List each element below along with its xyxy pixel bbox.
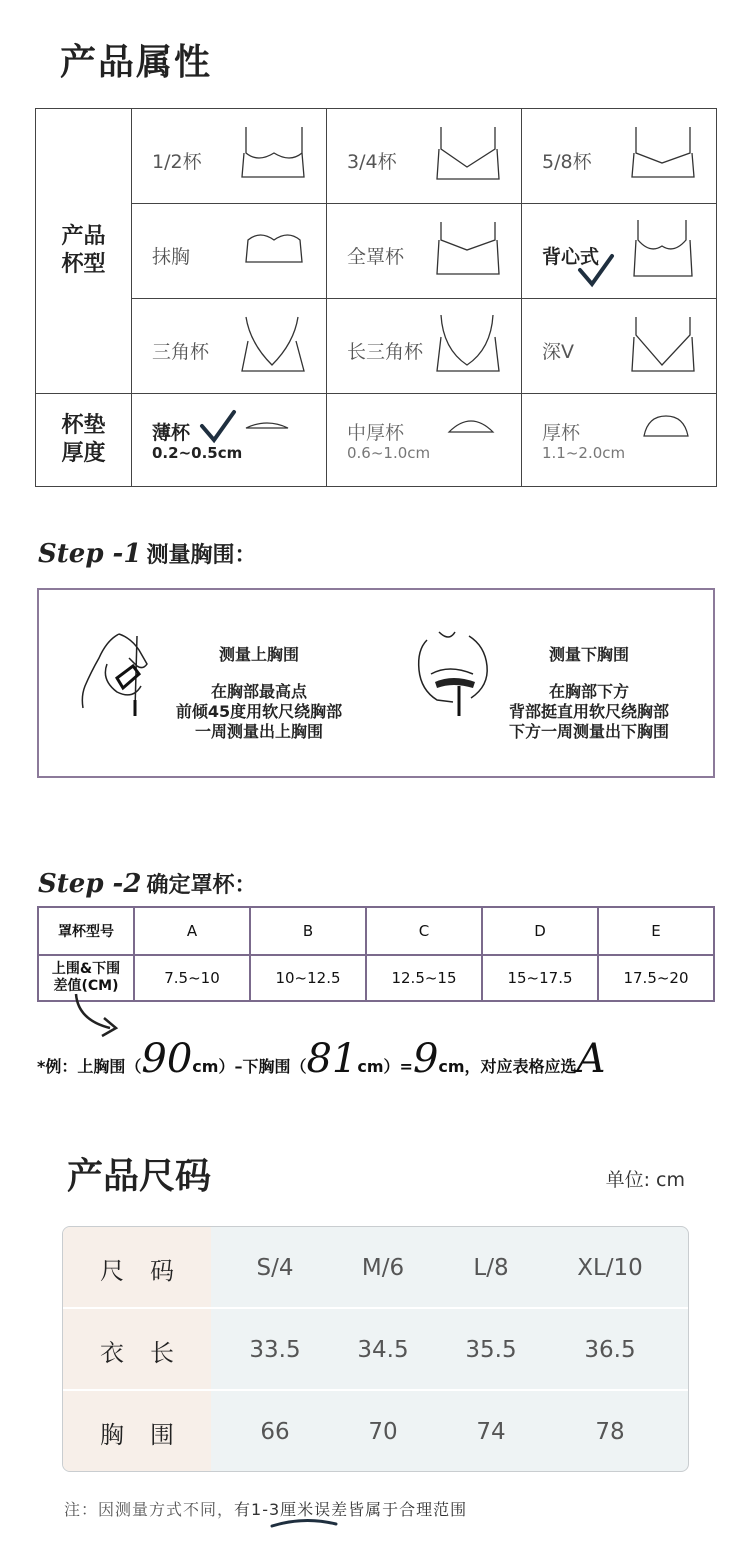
example-answer: A — [576, 1036, 606, 1082]
size-value: 35.5 — [465, 1337, 517, 1363]
pad-header-line1: 杯垫 — [61, 413, 106, 438]
size-value: 74 — [476, 1419, 506, 1445]
note-highlight: 有1-3厘米误差皆属于合理范围 — [234, 1500, 468, 1519]
size-value: 66 — [260, 1419, 290, 1445]
difference-header-line: 差值(CM) — [53, 978, 119, 994]
cup-type-label: 3/4杯 — [347, 151, 397, 173]
cup-type-full — [327, 204, 521, 298]
example-line — [37, 1036, 605, 1082]
upper-bust-line: 一周测量出上胸围 — [194, 722, 323, 741]
cup-letter: D — [482, 907, 598, 955]
difference-header-line: 上围&下围 — [51, 961, 121, 977]
size-row-label: 胸围 — [63, 1391, 211, 1472]
step2-title: 确定罩杯： — [146, 873, 257, 898]
checkmark-icon — [198, 408, 238, 444]
cup-letter: C — [366, 907, 482, 955]
cup-type-long-triangle — [327, 299, 521, 393]
cup-type-label: 5/8杯 — [542, 151, 592, 173]
step1-script: Step -1 — [38, 539, 142, 569]
under-bust-figure-icon — [413, 630, 497, 720]
pad-range: 1.1~2.0cm — [542, 444, 626, 462]
cup-type-header-line1: 产品 — [61, 224, 106, 249]
cup-range: 17.5~20 — [598, 955, 714, 1001]
thick-pad-icon — [642, 414, 690, 438]
pad-name: 薄杯 — [152, 422, 191, 444]
size-table — [62, 1226, 689, 1472]
cup-type-label: 全罩杯 — [347, 246, 405, 268]
size-unit: 单位: cm — [605, 1169, 685, 1191]
five-eighth-cup-icon — [628, 123, 698, 185]
cup-range: 12.5~15 — [366, 955, 482, 1001]
upper-bust-line: 在胸部最高点 — [210, 682, 307, 701]
triangle-cup-icon — [238, 313, 308, 375]
cup-attribute-table — [35, 108, 717, 487]
cup-type-five-eighth — [522, 109, 716, 203]
cup-type-label: 抹胸 — [152, 246, 191, 268]
underline-stroke-icon — [270, 1516, 340, 1530]
upper-bust-title: 测量上胸围 — [218, 645, 299, 664]
pad-thin — [132, 394, 326, 486]
cup-type-label: 长三角杯 — [347, 341, 424, 363]
cup-type-label: 三角杯 — [152, 341, 210, 363]
size-row-label: 衣长 — [63, 1309, 211, 1391]
cup-type-half — [132, 109, 326, 203]
under-bust-line: 在胸部下方 — [548, 682, 629, 701]
cup-type-tube — [132, 204, 326, 298]
step1-heading — [38, 538, 257, 569]
upper-bust-desc — [157, 682, 361, 742]
example-prefix: *例：上胸围（ — [37, 1057, 142, 1076]
example-mid1: cm）–下胸围（ — [192, 1057, 307, 1076]
deep-v-cup-icon — [628, 313, 698, 375]
medium-pad-icon — [447, 416, 495, 436]
pad-thick — [522, 394, 716, 486]
cup-type-triangle — [132, 299, 326, 393]
size-value: L/8 — [473, 1255, 509, 1281]
cup-type-vest — [522, 204, 716, 298]
vest-bra-icon — [628, 218, 698, 280]
tube-bra-icon — [238, 218, 308, 280]
size-value: XL/10 — [577, 1255, 643, 1281]
step2-heading — [38, 868, 257, 899]
example-upper-value: 90 — [141, 1036, 193, 1082]
cup-type-label: 背心式 — [542, 246, 600, 268]
size-value: 36.5 — [584, 1337, 636, 1363]
size-value: S/4 — [256, 1255, 294, 1281]
cup-type-label: 深V — [542, 341, 574, 363]
example-suffix: cm，对应表格应选 — [438, 1057, 577, 1076]
size-value: M/6 — [361, 1255, 405, 1281]
measure-box — [37, 588, 715, 778]
attributes-title: 产品属性 — [60, 42, 213, 83]
size-note — [64, 1497, 467, 1520]
cup-type-label: 1/2杯 — [152, 151, 202, 173]
under-bust-line: 下方一周测量出下胸围 — [508, 722, 669, 741]
cup-range: 15~17.5 — [482, 955, 598, 1001]
example-diff-value: 9 — [412, 1036, 439, 1082]
cup-type-header — [36, 109, 132, 394]
step2-script: Step -2 — [38, 869, 142, 899]
upper-bust-line: 前倾45度用软尺绕胸部 — [175, 702, 343, 721]
thin-pad-icon — [244, 420, 290, 432]
cup-size-table — [37, 906, 715, 1002]
size-value: 70 — [368, 1419, 398, 1445]
size-value: 78 — [595, 1419, 625, 1445]
pad-name: 厚杯 — [542, 422, 581, 444]
size-row — [63, 1309, 688, 1391]
half-cup-icon — [238, 123, 308, 185]
cup-letter: E — [598, 907, 714, 955]
cup-range: 7.5~10 — [134, 955, 250, 1001]
three-quarter-cup-icon — [433, 123, 503, 185]
pad-header — [36, 394, 132, 487]
cup-type-deep-v — [522, 299, 716, 393]
cup-letter: A — [134, 907, 250, 955]
cup-type-header-line2: 杯型 — [61, 252, 106, 277]
size-value: 34.5 — [357, 1337, 409, 1363]
example-lower-value: 81 — [306, 1036, 358, 1082]
size-row — [63, 1227, 688, 1309]
cup-letter: B — [250, 907, 366, 955]
pad-name: 中厚杯 — [347, 422, 405, 444]
pad-medium — [327, 394, 521, 486]
pad-range: 0.6~1.0cm — [347, 444, 431, 462]
size-title: 产品尺码 — [67, 1156, 212, 1197]
arrow-icon — [70, 990, 130, 1042]
upper-bust-figure-icon — [77, 630, 157, 720]
cup-header: 罩杯型号 — [38, 907, 134, 955]
cup-range: 10~12.5 — [250, 955, 366, 1001]
under-bust-desc — [487, 682, 691, 742]
size-row — [63, 1391, 688, 1472]
size-row-label: 尺码 — [63, 1227, 211, 1309]
under-bust-line: 背部挺直用软尺绕胸部 — [508, 702, 669, 721]
under-bust-title: 测量下胸围 — [548, 645, 629, 664]
long-triangle-cup-icon — [433, 313, 503, 375]
pad-header-line2: 厚度 — [61, 441, 106, 466]
checkmark-icon — [576, 252, 616, 288]
size-value: 33.5 — [249, 1337, 301, 1363]
note-prefix: 注：因测量方式不同， — [64, 1500, 235, 1519]
pad-range: 0.2~0.5cm — [152, 444, 243, 462]
full-cup-icon — [433, 218, 503, 280]
step1-title: 测量胸围： — [146, 543, 257, 568]
example-mid2: cm）= — [357, 1057, 413, 1076]
cup-type-three-quarter — [327, 109, 521, 203]
